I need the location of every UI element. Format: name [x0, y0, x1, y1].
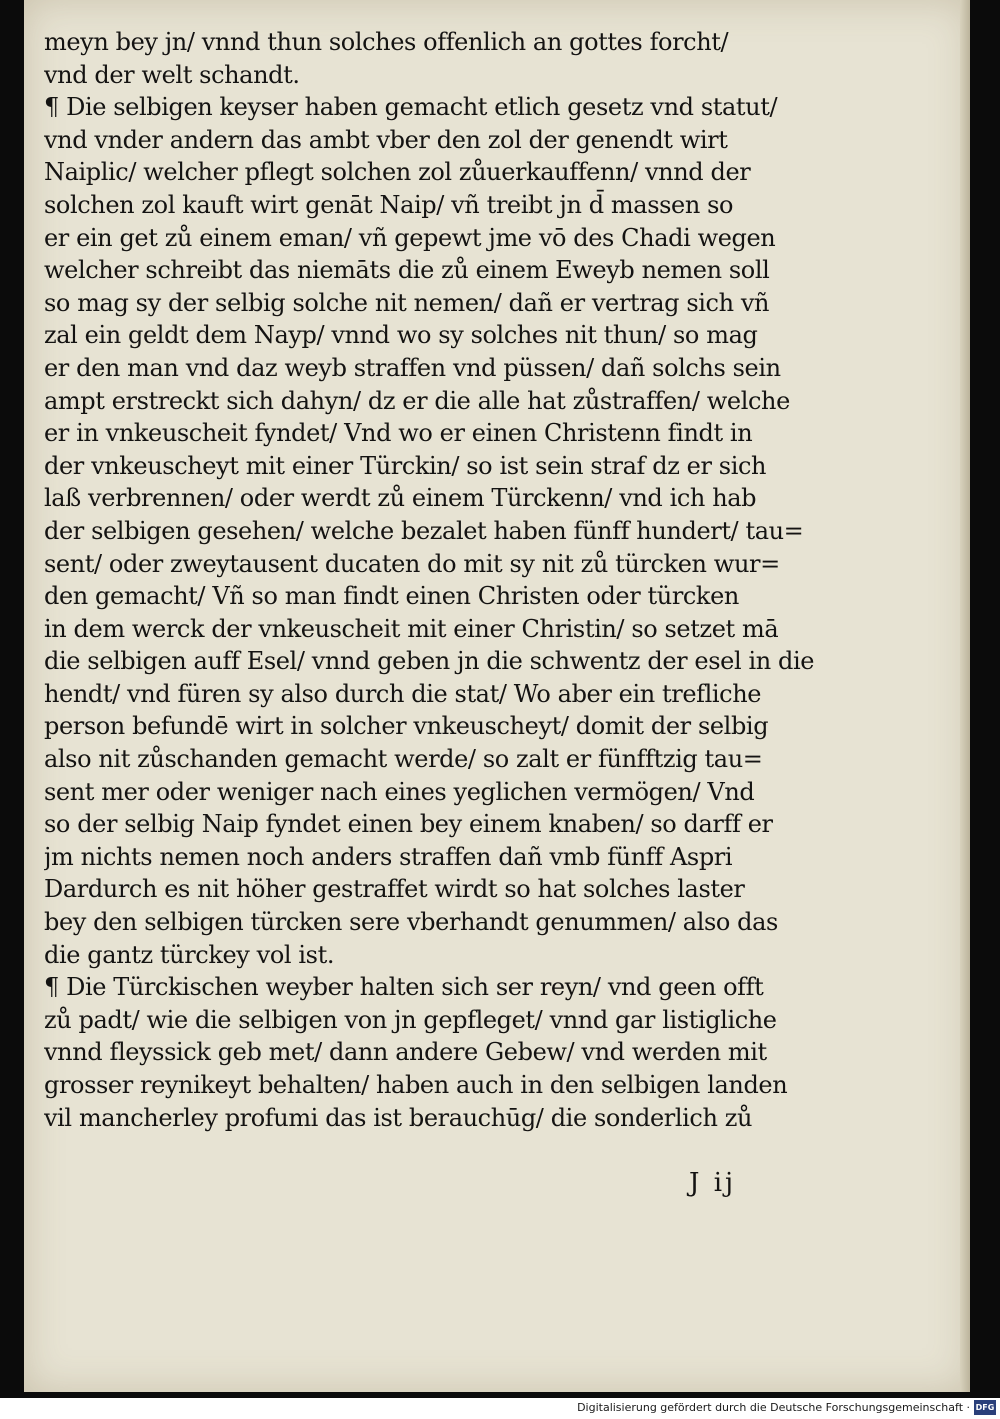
page-sheet	[24, 0, 970, 1392]
text-line: er in vnkeuscheit fyndet/ Vnd wo er einen Christenn findt in	[44, 419, 753, 448]
signature-mark: J ij	[689, 1168, 737, 1198]
text-line: vil mancherley profumi das ist berauchūg/ die sonderlich zů	[44, 1103, 753, 1132]
text-line: bey den selbigen türcken sere vberhandt genummen/ also das	[44, 908, 778, 937]
text-line: hendt/ vnd füren sy also durch die stat/ Wo aber ein trefliche	[44, 679, 762, 708]
text-block	[44, 26, 844, 1134]
text-line: ¶ Die Türckischen weyber halten sich ser reyn/ vnd geen offt	[44, 973, 764, 1002]
text-line: er den man vnd daz weyb straffen vnd püssen/ dañ solchs sein	[44, 353, 781, 382]
text-line: er ein get zů einem eman/ vñ gepewt jme vō des Chadi wegen	[44, 223, 776, 252]
dfg-logo: DFG	[974, 1400, 996, 1415]
text-line: grosser reynikeyt behalten/ haben auch in den selbigen landen	[44, 1071, 788, 1099]
text-line: sent mer oder weniger nach eines yeglichen vermögen/ Vnd	[44, 777, 755, 806]
text-line: so mag sy der selbig solche nit nemen/ dañ er vertrag sich vñ	[44, 288, 770, 317]
text-line: zal ein geldt dem Nayp/ vnnd wo sy solches nit thun/ so mag	[44, 321, 758, 350]
text-line: vnnd fleyssick geb met/ dann andere Gebew/ vnd werden mit	[44, 1038, 767, 1067]
text-line: der vnkeuscheyt mit einer Türckin/ so ist sein straf dz er sich	[44, 451, 767, 480]
page-edge	[960, 0, 970, 1392]
text-line: laß verbrennen/ oder werdt zů einem Türckenn/ vnd ich hab	[44, 484, 757, 513]
text-line: die selbigen auff Esel/ vnnd geben jn die schwentz der esel in die	[44, 647, 815, 676]
text-line: zů padt/ wie die selbigen von jn gepfleget/ vnnd gar listigliche	[44, 1005, 777, 1034]
text-line: die gantz türckey vol ist.	[44, 940, 335, 969]
text-line: vnd der welt schandt.	[44, 60, 300, 89]
text-line: Naiplic/ welcher pflegt solchen zol zůuerkauffenn/ vnnd der	[44, 158, 751, 187]
funding-credit: Digitalisierung gefördert durch die Deutsche Forschungsgemeinschaft ·	[577, 1401, 970, 1414]
text-line: der selbigen gesehen/ welche bezalet haben fünff hundert/ tau=	[44, 516, 804, 545]
text-line: solchen zol kauft wirt genāt Naip/ vñ treibt jn d̄ massen so	[44, 190, 734, 219]
text-line: in dem werck der vnkeuscheit mit einer Christin/ so setzet mā	[44, 614, 779, 643]
text-line: jm nichts nemen noch anders straffen dañ vmb fünff Aspri	[44, 842, 733, 871]
text-line: person befundē wirt in solcher vnkeuscheyt/ domit der selbig	[44, 712, 769, 741]
text-line: so der selbig Naip fyndet einen bey einem knaben/ so darff er	[44, 810, 773, 839]
text-line: Dardurch es nit höher gestraffet wirdt so hat solches laster	[44, 875, 745, 904]
text-line: vnd vnder andern das ambt vber den zol der genendt wirt	[44, 125, 728, 154]
text-line: welcher schreibt das niemāts die zů einem Eweyb nemen soll	[44, 256, 770, 285]
text-line: ampt erstreckt sich dahyn/ dz er die alle hat zůstraffen/ welche	[44, 386, 790, 415]
text-line: also nit zůschanden gemacht werde/ so zalt er fünfftzig tau=	[44, 745, 763, 774]
text-line: sent/ oder zweytausent ducaten do mit sy nit zů türcken wur=	[44, 549, 780, 578]
footer-bar	[0, 1398, 1000, 1419]
text-line: ¶ Die selbigen keyser haben gemacht etlich gesetz vnd statut/	[44, 93, 778, 122]
text-line: meyn bey jn/ vnnd thun solches offenlich an gottes forcht/	[44, 28, 729, 56]
text-line: den gemacht/ Vñ so man findt einen Christen oder türcken	[44, 582, 739, 611]
